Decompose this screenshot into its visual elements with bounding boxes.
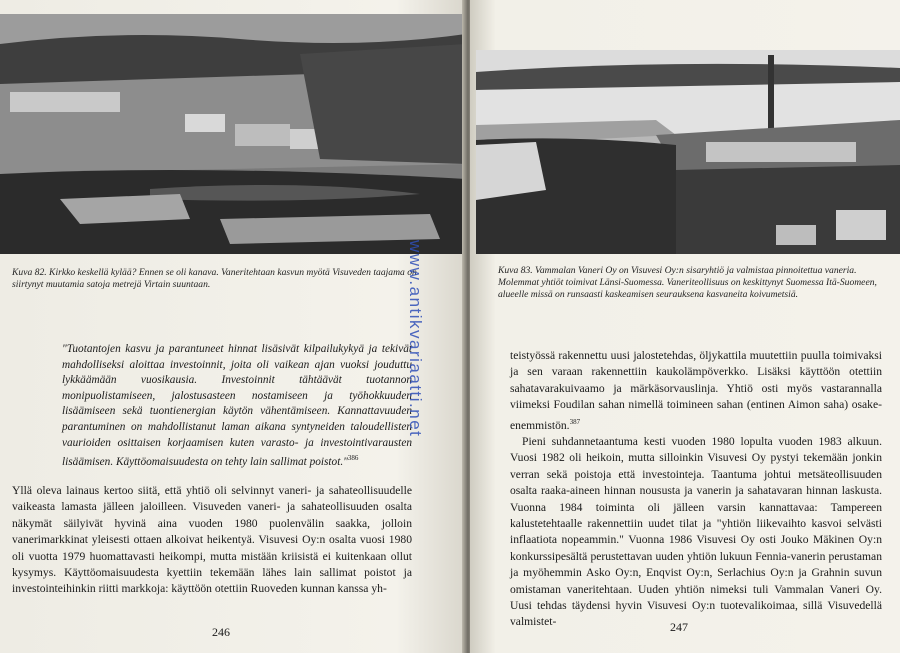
footnote-ref: 387 [569,417,581,426]
page-number-left: 246 [212,625,230,639]
aerial-photo-visuvesi-village [0,14,466,254]
paragraph: Yllä oleva lainaus kertoo siitä, että yhtiö oli selvinnyt vaneri- ja sahateollisuudelle vaikeasta lamasta jälleen jaloilleen. Visuveden vaneri- ja sahateollisuuden osalta näkymät säilyivät hyvinä aina vuoden 1980 puolenvälin saakka, jolloin vanerimarkkinat yleisesti ottaen alkoivat heikentyä. Visuvesi Oy:n osalta vuosi 1980 oli vuotta 1979 huomattavasti heikompi, mutta mistään kriisistä ei kuitenkaan ollut kysymys. Käyttöomaisuudesta kyettiin tekemään lähes lain sallimat poistot ja investointeihinkin riitti markkoja: käyttöön otettiin Ruoveden kunnan kanssa yh- [12,484,412,596]
body-text-left [12,483,412,598]
paragraph-text: teistyössä rakennettu uusi jalostetehdas, öljykattila muutettiin puulla toimivaksi ja sen varaan rakennettiin kaukolämpöverkko. Lisäksi käyttöön otettiin sahatavarakuivaamo ja märkäsorvauslinja. Yhtiö osti myös vastarannalla viimeksi Foudilan sahan nimellä toimineen sahan (entinen Aimon saha) osake-enemmistön. [510,349,882,432]
quotation-block [62,342,412,471]
photo-caption: Kuva 83. Vammalan Vaneri Oy on Visuvesi Oy:n sisaryhtiö ja valmistaa pinnoitettua vaneria. Molemmat yhtiöt toimivat Länsi-Suomessa. Vaneriteollisuus on keskittynyt Suomessa Itä-Suomeen, alueelle missä on runsaasti kaskeamisen seurauksena kasvaneita koivumetsiä. [498,265,877,300]
body-text-right [510,348,882,631]
footnote-ref: 386 [347,454,359,463]
page-number-right: 247 [670,620,688,634]
aerial-photo-vammala-factory [476,50,900,254]
paragraph [510,348,882,434]
watermark-stamp: www.antikvariaatti.net [406,240,425,438]
right-page [470,0,900,653]
quotation-text: "Tuotantojen kasvu ja parantuneet hinnat lisäsivät kilpailukykyä ja tekivät mahdolliseksi aloittaa investoinnit, joita oli vaikean ajan vuoksi jouduttu lykkäämään vuosikausia. Investoinnit tähtäävät tuotannon monipuolistamiseen, jalostusasteen nostamiseen ja työhokkuuden lisäämiseen sekä tuontienergian käytön vähentämiseen. Kannattavuuden parantuminen on mahdollistanut laman aikana syntyneiden taloudellisten vaurioiden osittaisen korjaamisen kuten varasto- ja investointivarausten lisäämisen. Käyttöomaisuudesta on tehty lain sallimat poistot." [62,343,412,468]
photo-caption: Kuva 82. Kirkko keskellä kylää? Ennen se oli kanava. Vaneritehtaan kasvun myötä Visuveden taajama on siirtynyt muutamia satoja metrejä Virtain suuntaan. [12,267,417,290]
paragraph: Pieni suhdannetaantuma kesti vuoden 1980 lopulta vuoden 1983 alkuun. Vuosi 1982 oli heikoin, mutta silloinkin Visuvesi Oy pystyi tekemään jonkin verran sekä poistoja että investointeja. Taantuma johtui metsäteollisuuden osalta raaka-aineen hinnan noususta ja vanerin ja sahatavaran hinnan laskusta. Vuonna 1984 toiminta oli jälleen varsin kannattavaa: Tampereen kalustetehtaalle rakennettiin uudet tilat ja "yhtiön liikevaihto kasvoi selvästi inflaatiota nopeammin." Vuonna 1986 Visuvesi Oy osti Jouko Mäkinen Oy:n konkurssipesältä perustettavan uuden yhtiön lukuun Fennia-vanerin perustaman ja myöhemmin Asko Oy:n, Enqvist Oy:n, Serlachius Oy:n ja Grahnin suvun omistaman vaneritehtaan. Uuden yhtiön nimeksi tuli Vammalan Vaneri Oy. Uusi tehdas täydensi hyvin Visuvesi Oy:n tuotevalikoimaa, sillä Visuvedellä valmistet- [510,434,882,629]
